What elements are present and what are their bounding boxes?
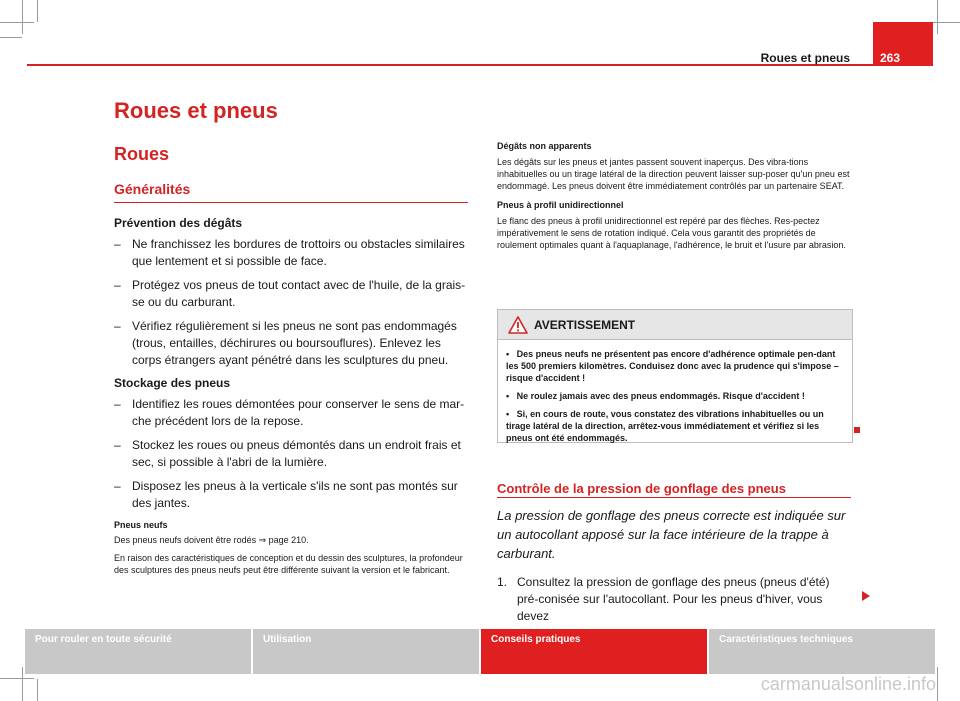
footer-tab-safety[interactable]: Pour rouler en toute sécurité bbox=[25, 629, 251, 674]
bullet: • bbox=[506, 391, 510, 401]
warning-item-text: Si, en cours de route, vous constatez des vibrations inhabituelles ou un tirage latéral de la direction, arrêtez-vous immédiatement et vérifiez si les pneus ont été endommagés. bbox=[506, 409, 824, 443]
dash-bullet: – bbox=[114, 479, 121, 493]
list-item-text: Protégez vos pneus de tout contact avec de l'huile, de la grais-se ou du carburant. bbox=[132, 278, 466, 309]
new-tires-text: Des pneus neufs doivent être rodés ⇒ page 210. bbox=[114, 535, 309, 545]
step-item bbox=[497, 574, 853, 625]
list-item-text: Vérifiez régulièrement si les pneus ne sont pas endommagés (trous, entailles, déchirures ou boursouflures). Enlevez les corps étrangers ayant pénétré dans les sculptures du pneu. bbox=[132, 319, 457, 367]
dash-bullet: – bbox=[114, 438, 121, 452]
warning-item-text: Ne roulez jamais avec des pneus endommagés. Risque d'accident ! bbox=[516, 391, 805, 401]
list-item bbox=[114, 478, 470, 512]
new-tires-heading: Pneus neufs bbox=[114, 520, 168, 530]
crop-mark bbox=[22, 667, 23, 701]
warning-box bbox=[497, 309, 853, 443]
hidden-damage-text: Les dégâts sur les pneus et jantes passent souvent inaperçus. Des vibra-tions inhabituelles ou un tirage latéral de la direction peuvent laisser sup-poser qu'un pneu est endommagé. Les pneus doivent être immédiatement contrôlés par un partenaire SEAT. bbox=[497, 157, 850, 191]
list-item-text: Identifiez les roues démontées pour conserver le sens de mar-che précédent lors de la repose. bbox=[132, 397, 465, 428]
bullet: • bbox=[506, 349, 510, 359]
crop-mark bbox=[0, 37, 22, 38]
warning-item bbox=[506, 390, 844, 402]
subsection-title: Généralités bbox=[114, 181, 191, 197]
crop-mark bbox=[937, 0, 938, 34]
list-item bbox=[114, 318, 470, 369]
warning-item bbox=[506, 408, 844, 444]
section-end-icon bbox=[854, 427, 860, 433]
footer-tab-operation[interactable]: Utilisation bbox=[253, 629, 479, 674]
page-number: 263 bbox=[880, 51, 901, 65]
crop-mark bbox=[0, 678, 34, 679]
dash-bullet: – bbox=[114, 237, 121, 251]
warning-body bbox=[498, 340, 852, 444]
right-column bbox=[497, 141, 853, 259]
pressure-section-rule bbox=[497, 497, 851, 498]
step-number: 1. bbox=[497, 575, 508, 589]
unidirectional-heading: Pneus à profil unidirectionnel bbox=[497, 200, 624, 210]
continue-arrow-icon bbox=[862, 588, 870, 606]
list-item-text: Disposez les pneus à la verticale s'ils ne sont pas montés sur des jantes. bbox=[132, 479, 458, 510]
chapter-title: Roues et pneus bbox=[114, 98, 278, 123]
crop-mark bbox=[937, 667, 938, 701]
pressure-section-title: Contrôle de la pression de gonflage des pneus bbox=[497, 481, 786, 496]
list-item-text: Stockez les roues ou pneus démontés dans un endroit frais et sec, si possible à l'abri de la lumière. bbox=[132, 438, 461, 469]
left-column bbox=[114, 216, 470, 582]
crop-mark bbox=[0, 22, 34, 23]
list-item bbox=[114, 277, 470, 311]
subsection-rule bbox=[114, 202, 468, 203]
header-rule bbox=[27, 64, 873, 66]
crop-mark bbox=[37, 679, 38, 701]
dash-bullet: – bbox=[114, 397, 121, 411]
footer-tab-practical-tips[interactable]: Conseils pratiques bbox=[481, 629, 707, 674]
warning-header bbox=[498, 310, 852, 340]
watermark: carmanualsonline.info bbox=[760, 674, 936, 694]
footer-nav bbox=[25, 629, 935, 674]
list-item bbox=[114, 236, 470, 270]
step-text: Consultez la pression de gonflage des pneus (pneus d'été) pré-conisée sur l'autocollant. Pour les pneus d'hiver, vous devez bbox=[517, 575, 830, 623]
list-item bbox=[114, 396, 470, 430]
new-tires-text: En raison des caractéristiques de conception et du dessin des sculptures, la profondeur des sculptures des pneus neufs peut être différente suivant la version et le fabricant. bbox=[114, 553, 463, 575]
pressure-intro: La pression de gonflage des pneus correcte est indiquée sur un autocollant apposé sur la face intérieure de la trappe à carburant. bbox=[497, 508, 846, 561]
crop-mark bbox=[37, 0, 38, 22]
unidirectional-text: Le flanc des pneus à profil unidirectionnel est repéré par des flèches. Res-pectez impérativement le sens de rotation indiqué. Cela vous garantit des propriétés de roulement optimales quant à l'aquaplanage, l'adhérence, le bruit et l'usure par abrasion. bbox=[497, 216, 846, 250]
section-title: Roues bbox=[114, 144, 170, 164]
dash-bullet: – bbox=[114, 278, 121, 292]
storage-heading: Stockage des pneus bbox=[114, 376, 231, 390]
running-title: Roues et pneus bbox=[760, 51, 850, 65]
dash-bullet: – bbox=[114, 319, 121, 333]
warning-triangle-icon bbox=[508, 316, 528, 339]
hidden-damage-heading: Dégâts non apparents bbox=[497, 141, 592, 151]
crop-mark bbox=[22, 0, 23, 34]
warning-item-text: Des pneus neufs ne présentent pas encore d'adhérence optimale pen-dant les 500 premiers kilomètres. Conduisez donc avec la prudence qui s'impose – risque d'accident ! bbox=[506, 349, 839, 383]
bullet: • bbox=[506, 409, 510, 419]
prevention-heading: Prévention des dégâts bbox=[114, 216, 243, 230]
warning-item bbox=[506, 348, 844, 384]
warning-title: AVERTISSEMENT bbox=[534, 318, 636, 332]
list-item bbox=[114, 437, 470, 471]
footer-tab-technical-specs[interactable]: Caractéristiques techniques bbox=[709, 629, 935, 674]
list-item-text: Ne franchissez les bordures de trottoirs ou obstacles similaires que lentement et si possible de face. bbox=[132, 237, 465, 268]
